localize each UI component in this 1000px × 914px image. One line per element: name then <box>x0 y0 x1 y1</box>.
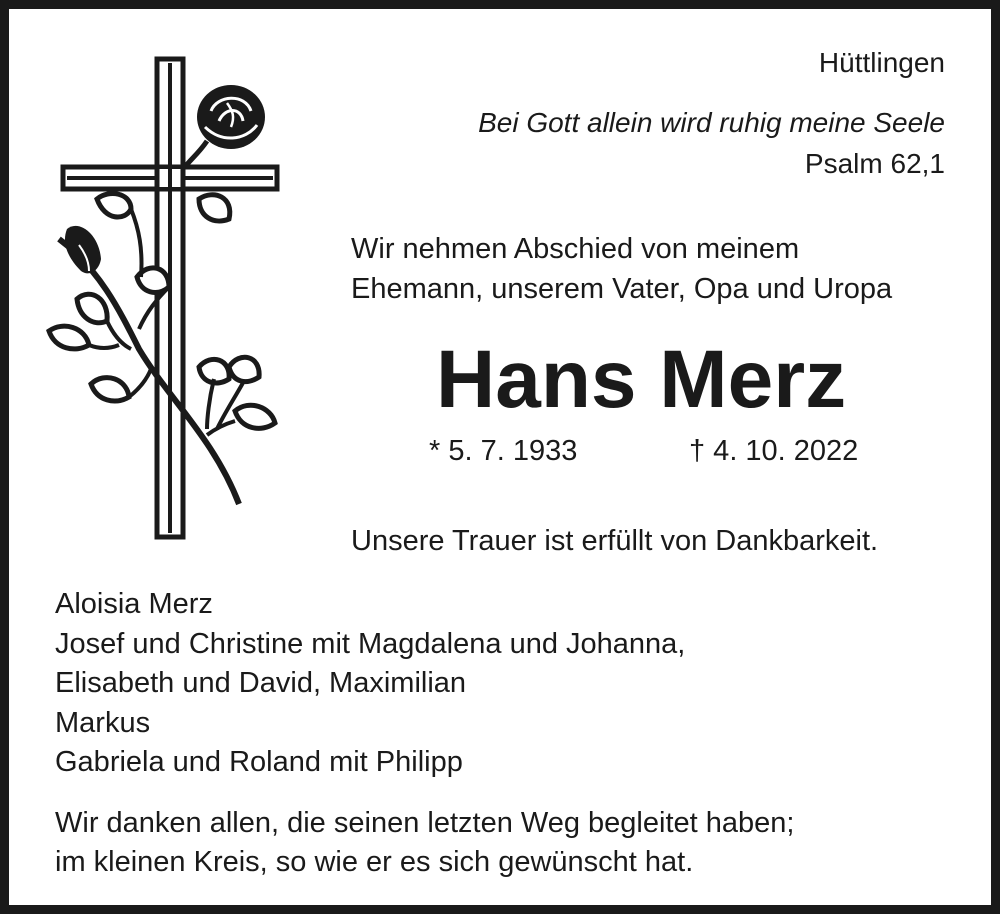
bible-quote: Bei Gott allein wird ruhig meine Seele <box>478 107 945 138</box>
death-date: † 4. 10. 2022 <box>689 435 859 467</box>
quote-reference: Psalm 62,1 <box>804 148 945 179</box>
mourners-list <box>55 585 685 783</box>
birth-date: * 5. 7. 1933 <box>429 435 578 467</box>
mourner-line: Gabriela und Roland mit Philipp <box>55 746 463 778</box>
mourner-line: Markus <box>55 706 151 739</box>
intro-line-2: Ehemann, unserem Vater, Opa und Uropa <box>351 273 893 305</box>
cross-with-rose-icon <box>39 49 289 549</box>
thanks-text <box>55 804 794 882</box>
mourning-statement: Unsere Trauer ist erfüllt von Dankbarkeit. <box>351 525 879 557</box>
mourner-line: Elisabeth und David, Maximilian <box>55 667 467 699</box>
intro-text <box>351 229 892 309</box>
mourner-line: Aloisia Merz <box>55 588 213 620</box>
mourner-line: Josef und Christine mit Magdalena und Johanna, <box>55 627 686 660</box>
thanks-line-1: Wir danken allen, die seinen letzten Weg begleitet haben; <box>55 807 795 839</box>
thanks-line-2: im kleinen Kreis, so wie er es sich gewünscht hat. <box>55 846 694 878</box>
intro-line-1: Wir nehmen Abschied von meinem <box>351 233 800 265</box>
deceased-name: Hans Merz <box>436 334 847 425</box>
place-name: Hüttlingen <box>818 47 945 78</box>
